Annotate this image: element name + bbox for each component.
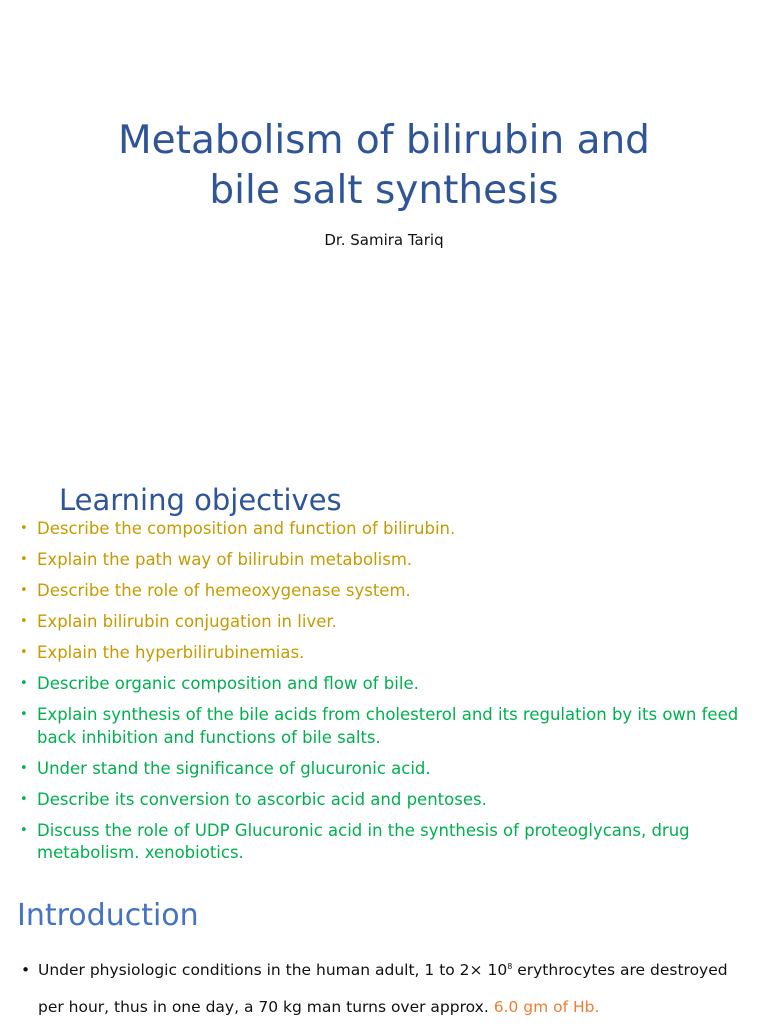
objective-text: Explain the hyperbilirubinemias. [37, 643, 305, 662]
objective-text: Explain synthesis of the bile acids from cholesterol and its regulation by its own feed back inhibition and functions of bile salts. [37, 705, 739, 747]
introduction-item [21, 952, 751, 1026]
bullet-icon: • [20, 521, 28, 536]
intro-text-after: erythrocytes are destroyed per hour, thus in one day, a 70 kg man turns over approx. [38, 961, 728, 1016]
objective-text: Discuss the role of UDP Glucuronic acid in the synthesis of proteoglycans, drug metabolism. xenobiotics. [37, 820, 690, 862]
hemoglobin-highlight: 6.0 gm of Hb. [493, 998, 600, 1016]
objective-text: Describe the role of hemeoxygenase system. [37, 581, 411, 600]
bullet-icon: • [21, 961, 31, 979]
objective-item [20, 673, 750, 696]
objective-item [20, 518, 750, 541]
introduction-slide [0, 890, 768, 1024]
bullet-icon: • [20, 707, 28, 722]
objective-text: Under stand the significance of glucuronic acid. [37, 758, 431, 778]
objective-text: Explain the path way of bilirubin metabolism. [37, 550, 413, 569]
title-line-1: Metabolism of bilirubin and [118, 118, 650, 163]
bullet-icon: • [20, 676, 28, 691]
intro-text-before: Under physiologic conditions in the human adult, 1 to 2× 10 [38, 961, 508, 979]
exponent: 8 [507, 961, 513, 971]
objective-item [20, 642, 750, 665]
objectives-list [20, 518, 750, 873]
objective-item [20, 611, 750, 634]
objective-item [20, 580, 750, 603]
bullet-icon: • [20, 583, 28, 598]
bullet-icon: • [20, 552, 28, 567]
bullet-icon: • [20, 822, 28, 838]
objectives-heading: Learning objectives [59, 483, 342, 517]
introduction-heading: Introduction [17, 898, 199, 933]
learning-objectives-slide [0, 470, 768, 890]
objective-text: Describe its conversion to ascorbic acid and pentoses. [37, 789, 487, 809]
title-line-2: bile salt synthesis [209, 168, 559, 213]
objective-text: Describe organic composition and flow of bile. [37, 674, 419, 693]
objective-item [20, 789, 750, 812]
objective-item [20, 758, 750, 781]
bullet-icon: • [20, 760, 28, 776]
bullet-icon: • [20, 645, 28, 660]
objective-text: Explain bilirubin conjugation in liver. [37, 612, 337, 631]
presentation-title [0, 116, 768, 216]
title-slide [0, 0, 768, 470]
bullet-icon: • [20, 614, 28, 629]
introduction-list [21, 952, 751, 1026]
objective-item [20, 704, 750, 749]
objective-text: Describe the composition and function of bilirubin. [37, 519, 456, 538]
author-name: Dr. Samira Tariq [324, 231, 444, 249]
bullet-icon: • [20, 791, 28, 807]
objective-item [20, 549, 750, 572]
objective-item [20, 820, 750, 865]
